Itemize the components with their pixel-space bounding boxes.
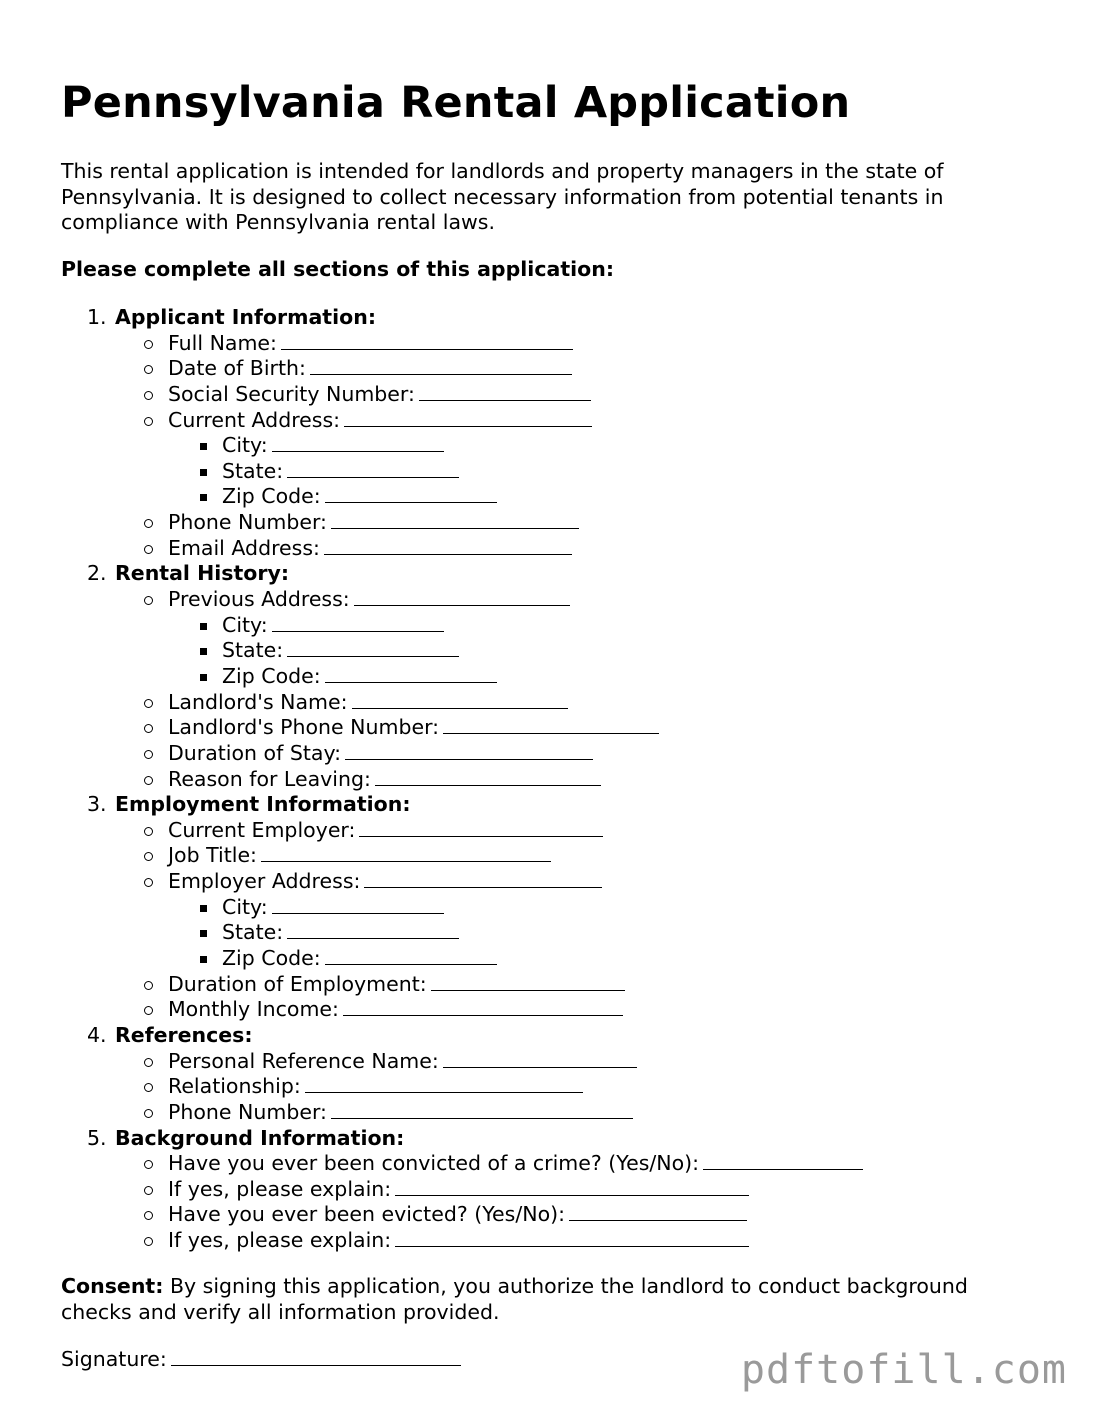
field-label: Duration of Employment: [168, 971, 427, 996]
phone-number-input[interactable] [331, 1100, 633, 1119]
section-heading [61, 305, 863, 331]
form-field [61, 587, 863, 613]
instruction-heading: Please complete all sections of this application: [61, 257, 615, 281]
field-label: If yes, please explain: [168, 1228, 392, 1253]
section-title: Applicant Information: [115, 305, 377, 329]
form-field [61, 843, 863, 869]
field-label: Date of Birth: [168, 356, 306, 381]
form-field [61, 997, 863, 1023]
section-heading [61, 1126, 863, 1152]
form-field [61, 741, 863, 767]
previous-address-input[interactable] [354, 587, 570, 606]
field-label: Previous Address: [168, 587, 350, 612]
field-label: Have you ever been evicted? (Yes/No): [168, 1202, 566, 1227]
city-input[interactable] [272, 613, 444, 632]
form-subfield [61, 638, 863, 664]
duration-of-stay-input[interactable] [345, 741, 593, 760]
subfield-label: City: [222, 433, 268, 458]
field-label: If yes, please explain: [168, 1176, 392, 1201]
section-number: 4. [87, 1022, 107, 1047]
form-field [61, 818, 863, 844]
field-label: Reason for Leaving: [168, 766, 371, 791]
relationship-input[interactable] [305, 1074, 583, 1093]
field-label: Phone Number: [168, 510, 327, 535]
section-number: 3. [87, 792, 107, 817]
form-subfield [61, 895, 863, 921]
section-number: 2. [87, 561, 107, 586]
consent-text: By signing this application, you authorize the landlord to conduct background checks and verify all information provided. [61, 1274, 968, 1324]
form-field [61, 1049, 863, 1075]
social-security-number-input[interactable] [419, 382, 591, 401]
field-label: Have you ever been convicted of a crime? (Yes/No): [168, 1151, 700, 1176]
subfield-label: City: [222, 612, 268, 637]
watermark: pdftofill.com [740, 1347, 1067, 1393]
duration-of-employment-input[interactable] [431, 972, 625, 991]
subfield-label: Zip Code: [222, 663, 321, 688]
current-address-input[interactable] [344, 408, 592, 427]
section-heading [61, 561, 863, 587]
section-title: References: [115, 1022, 253, 1047]
date-of-birth-input[interactable] [310, 356, 572, 375]
form-field [61, 715, 863, 741]
form-field [61, 767, 863, 793]
form-field [61, 356, 863, 382]
form-field [61, 690, 863, 716]
form-subfield [61, 946, 863, 972]
form-field [61, 1202, 863, 1228]
state-input[interactable] [287, 638, 459, 657]
zip-code-input[interactable] [325, 946, 497, 965]
field-label: Monthly Income: [168, 997, 339, 1022]
field-label: Landlord's Phone Number: [168, 715, 440, 740]
form-field [61, 1074, 863, 1100]
landlord-s-name-input[interactable] [352, 690, 568, 709]
personal-reference-name-input[interactable] [443, 1049, 637, 1068]
section-title: Employment Information: [115, 792, 411, 817]
have-you-ever-been-evicted-yes-no-input[interactable] [569, 1202, 747, 1221]
zip-code-input[interactable] [325, 484, 497, 503]
field-label: Personal Reference Name: [168, 1048, 439, 1073]
form-field [61, 972, 863, 998]
employer-address-input[interactable] [364, 869, 602, 888]
field-label: Duration of Stay: [168, 740, 341, 765]
signature-field[interactable] [171, 1347, 461, 1366]
form-field [61, 1177, 863, 1203]
section-heading [61, 1023, 863, 1049]
field-label: Full Name: [168, 330, 277, 355]
form-field [61, 382, 863, 408]
landlord-s-phone-number-input[interactable] [443, 715, 659, 734]
city-input[interactable] [272, 433, 444, 452]
consent-label: Consent: [61, 1274, 164, 1298]
form-field [61, 510, 863, 536]
phone-number-input[interactable] [331, 510, 579, 529]
form-field [61, 1100, 863, 1126]
section-number: 1. [87, 305, 107, 329]
job-title-input[interactable] [261, 843, 551, 862]
field-label: Relationship: [168, 1074, 301, 1099]
if-yes-please-explain-input[interactable] [395, 1228, 749, 1247]
section-title: Rental History: [115, 561, 290, 586]
city-input[interactable] [272, 895, 444, 914]
subfield-label: State: [222, 458, 284, 483]
signature-label: Signature: [61, 1347, 167, 1371]
form-field [61, 1151, 863, 1177]
form-subfield [61, 920, 863, 946]
zip-code-input[interactable] [325, 664, 497, 683]
monthly-income-input[interactable] [343, 997, 623, 1016]
signature-line [61, 1347, 461, 1371]
form-field [61, 1228, 863, 1254]
form-field [61, 536, 863, 562]
field-label: Job Title: [168, 843, 257, 868]
email-address-input[interactable] [324, 536, 572, 555]
form-field [61, 869, 863, 895]
form-field [61, 408, 863, 434]
current-employer-input[interactable] [359, 818, 603, 837]
intro-paragraph: This rental application is intended for landlords and property managers in the state of Pennsylvania. It is designed to collect necessary information from potential tenants in compliance with Pennsylvania rental laws. [61, 159, 944, 235]
field-label: Employer Address: [168, 869, 361, 894]
if-yes-please-explain-input[interactable] [395, 1177, 749, 1196]
subfield-label: Zip Code: [222, 484, 321, 509]
field-label: Current Employer: [168, 817, 356, 842]
field-label: Phone Number: [168, 1099, 327, 1124]
have-you-ever-been-convicted-of-a-crime-yes-no-input[interactable] [703, 1151, 863, 1170]
subfield-label: State: [222, 920, 284, 945]
form-subfield [61, 459, 863, 485]
reason-for-leaving-input[interactable] [375, 767, 601, 786]
subfield-label: City: [222, 894, 268, 919]
field-label: Social Security Number: [168, 381, 415, 406]
section-heading [61, 792, 863, 818]
field-label: Email Address: [168, 535, 320, 560]
section-number: 5. [87, 1125, 107, 1150]
state-input[interactable] [287, 459, 459, 478]
subfield-label: Zip Code: [222, 946, 321, 971]
form-field [61, 331, 863, 357]
form-subfield [61, 433, 863, 459]
consent-paragraph [61, 1273, 1041, 1325]
form-subfield [61, 613, 863, 639]
subfield-label: State: [222, 638, 284, 663]
form-subfield [61, 664, 863, 690]
state-input[interactable] [287, 920, 459, 939]
form-sections [61, 305, 863, 1254]
full-name-input[interactable] [281, 331, 573, 350]
page-title: Pennsylvania Rental Application [61, 78, 851, 128]
form-subfield [61, 484, 863, 510]
field-label: Landlord's Name: [168, 689, 348, 714]
field-label: Current Address: [168, 407, 341, 432]
section-title: Background Information: [115, 1125, 405, 1150]
